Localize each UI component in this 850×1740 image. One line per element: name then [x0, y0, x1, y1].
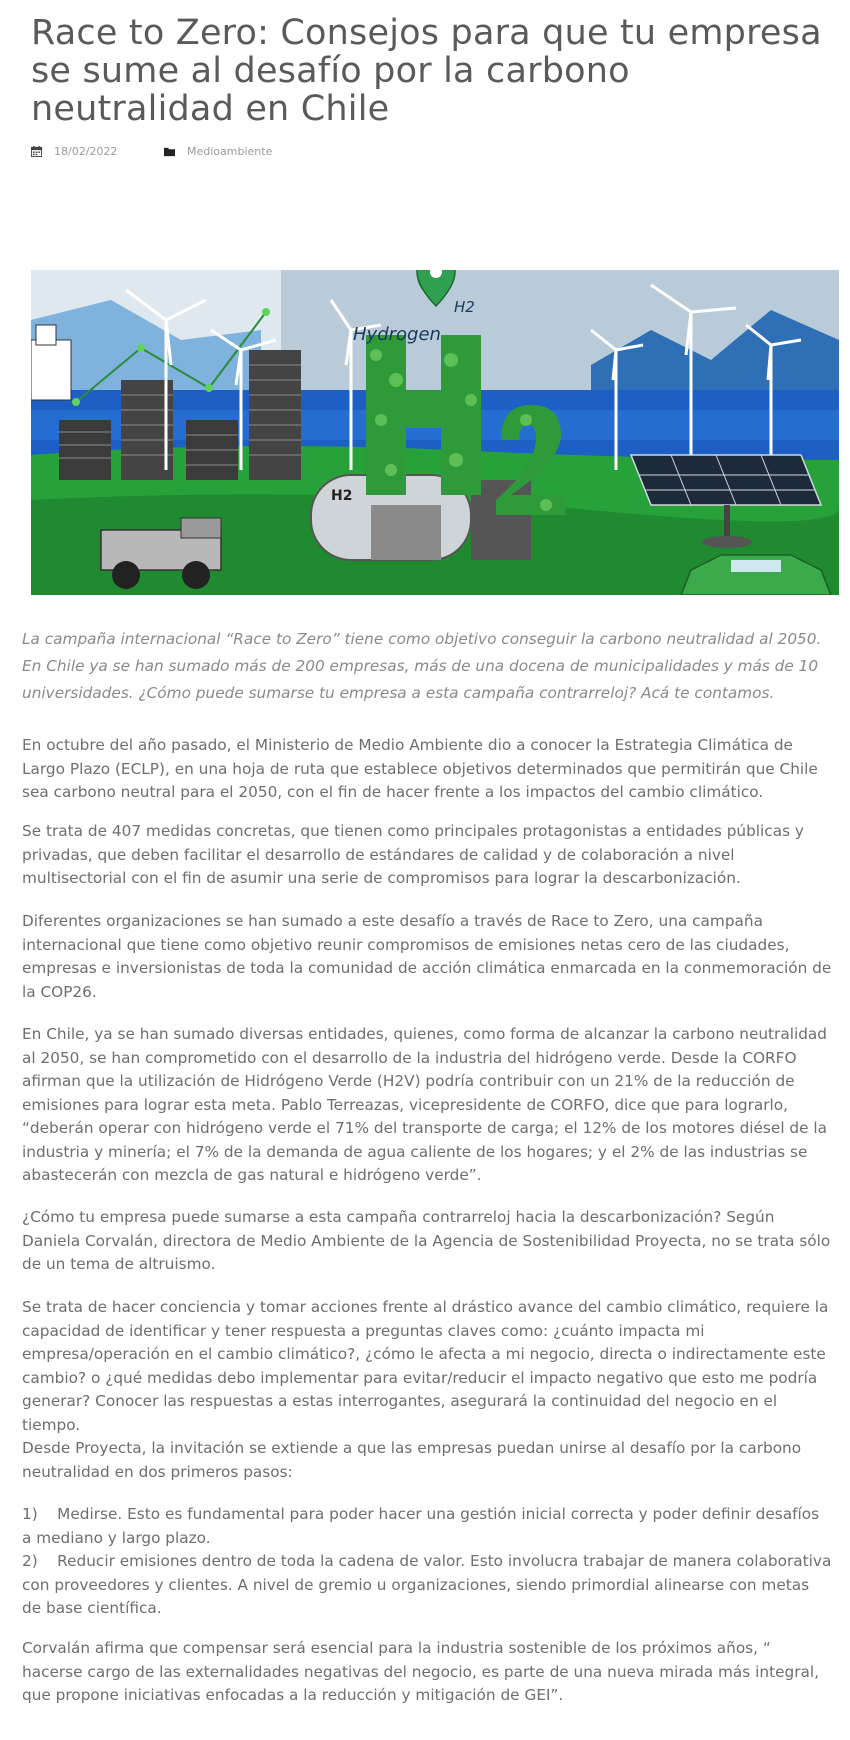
article-closing: Corvalán afirma que compensar será esencial para la industria sostenible de los próximos años, “ hacerse cargo de las externalidades negativas del negocio, es parte de una nueva mirada más integral, que propone iniciativas enfocadas a la reducción y mitigación de GEI”.	[22, 1639, 819, 1704]
hero-illustration	[31, 270, 839, 595]
article-paragraph: Se trata de 407 medidas concretas, que tienen como principales protagonistas a entidades públicas y privadas, que deben facilitar el desarrollo de estándares de calidad y de colaboración a nivel multisectorial con el fin de asumir una serie de compromisos para lograr la descarbonización.	[22, 822, 804, 887]
hydrogen-label: Hydrogen	[353, 324, 441, 345]
article-paragraph: En octubre del año pasado, el Ministerio de Medio Ambiente dio a conocer la Estrategia Climática de Largo Plazo (ECLP), en una hoja de ruta que establece objetivos determinados que permitirán que Chile sea carbono neutral para el 2050, con el fin de hacer frente a los impactos del cambio climático.	[22, 736, 818, 801]
list-item: 1) Medirse. Esto es fundamental para poder hacer una gestión inicial correcta y poder definir desafíos a mediano y largo plazo.	[22, 1505, 820, 1547]
article-meta	[31, 143, 272, 159]
article-paragraph: En Chile, ya se han sumado diversas entidades, quienes, como forma de alcanzar la carbono neutralidad al 2050, se han comprometido con el desarrollo de la industria del hidrógeno verde. Desde la CORFO afirman que la utilización de Hidrógeno Verde (H2V) podría contribuir con un 21% de la reducción de emisiones para lograr esta meta. Pablo Terreazas, vicepresidente de CORFO, dice que para lograrlo, “deberán operar con hidrógeno verde el 71% del transporte de carga; el 12% de los motores diésel de la industria y minería; el 7% de la demanda de agua caliente de los hogares; y el 2% de las industrias se abastecerán con mezcla de gas natural e hidrógeno verde”.	[22, 1025, 828, 1184]
article-lead: La campaña internacional “Race to Zero” tiene como objetivo conseguir la carbono neutralidad al 2050. En Chile ya se han sumado más de 200 empresas, más de una docena de municipalidades y más de 10 universidades. ¿Cómo puede sumarse tu empresa a esta campaña contrarreloj? Acá te contamos.	[22, 630, 822, 702]
calendar-icon	[31, 146, 42, 157]
article-paragraph: Se trata de hacer conciencia y tomar acciones frente al drástico avance del cambio climático, requiere la capacidad de identificar y tener respuesta a preguntas claves como: ¿cuánto impacta mi empresa/operación en el cambio climático?, ¿cómo le afecta a mi negocio, directa o indirectamente este cambio? o ¿qué medidas debo implementar para evitar/reducir el impacto negativo que esto me podría generar? Conocer las respuestas a estas interrogantes, asegurará la continuidad del negocio en el tiempo.	[22, 1298, 829, 1434]
article-paragraph: Desde Proyecta, la invitación se extiende a que las empresas puedan unirse al desafío por la carbono neutralidad en dos primeros pasos:	[22, 1439, 802, 1481]
article-category[interactable]	[164, 145, 272, 158]
hydrogen-tank	[311, 475, 531, 560]
steps-list	[22, 1503, 832, 1621]
list-item: 2) Reducir emisiones dentro de toda la cadena de valor. Esto involucra trabajar de manera colaborativa con proveedores y clientes. A nivel de gremio u organizaciones, siendo primordial alinearse con metas de base científica.	[22, 1552, 832, 1617]
article-title: Race to Zero: Consejos para que tu empresa se sume al desafío por la carbono neutralidad en Chile	[31, 13, 822, 129]
tank-label: H2	[331, 488, 353, 504]
article-date	[31, 145, 164, 158]
category-link[interactable]: Medioambiente	[187, 144, 273, 158]
folder-icon	[164, 146, 175, 157]
h2-sign-label: H2	[454, 298, 475, 316]
hero-image	[31, 270, 839, 595]
article-paragraph: ¿Cómo tu empresa puede sumarse a esta campaña contrarreloj hacia la descarbonización? Según Daniela Corvalán, directora de Medio Ambiente de la Agencia de Sostenibilidad Proyecta, no se trata sólo de un tema de altruismo.	[22, 1208, 831, 1273]
date-text: 18/02/2022	[54, 144, 118, 158]
article-paragraph: Diferentes organizaciones se han sumado a este desafío a través de Race to Zero, una campaña internacional que tiene como objetivo reunir compromisos de emisiones netas cero de las ciudades, empresas e inversionistas de toda la comunidad de acción climática enmarcada en la conmemoración de la COP26.	[22, 912, 832, 1001]
